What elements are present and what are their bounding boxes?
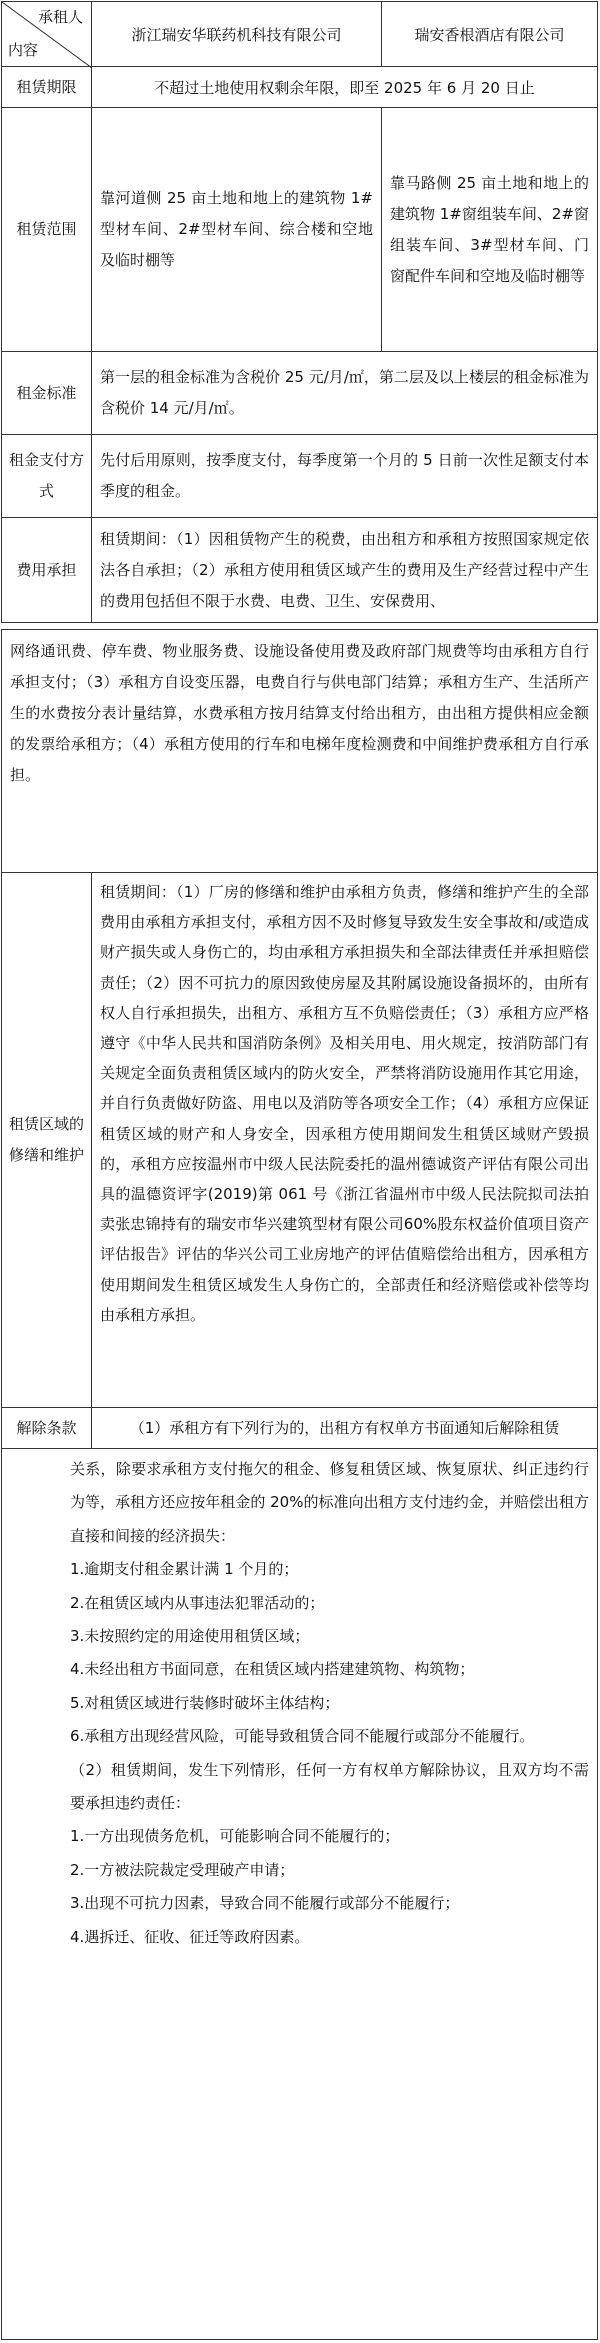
termination-para-6: 6.承租方出现经营风险，可能导致租赁合同不能履行或部分不能履行。 — [70, 1727, 535, 1746]
scope-label: 租赁范围 — [2, 108, 92, 351]
lease-term-text: 不超过土地使用权剩余年限，即至 2025 年 6 月 20 日止 — [154, 78, 535, 97]
fees-label: 费用承担 — [2, 518, 92, 622]
corner-top-label: 承租人 — [37, 8, 83, 26]
corner-cell — [2, 2, 92, 66]
termination-para-3: 3.未按照约定的用途使用租赁区域； — [70, 1627, 310, 1646]
scope-b-text — [382, 108, 597, 351]
termination-intro — [92, 1408, 597, 1448]
termination-para-8: 1.一方出现债务危机，可能影响合同不能履行的； — [70, 1827, 400, 1846]
termination-para-2: 2.在租赁区域内从事违法犯罪活动的； — [70, 1593, 325, 1612]
lease-term-label: 租赁期限 — [2, 67, 92, 107]
rent-standard-text — [92, 352, 597, 434]
termination-para-10: 3.出现不可抗力因素，导致合同不能履行或部分不能履行； — [70, 1894, 460, 1913]
fees-text-part2 — [2, 630, 597, 872]
termination-body-row — [1, 1448, 598, 2340]
corner-bottom-label: 内容 — [8, 41, 39, 59]
fees-row — [1, 517, 598, 623]
rent-standard-value: 第一层的租金标准为含税价 25 元/月/㎡，第二层及以上楼层的租金标准为含税价 14 元/月/㎡。 — [100, 368, 589, 417]
termination-body — [2, 1449, 597, 2339]
maintenance-label-line2: 修缮和维护 — [8, 1146, 84, 1164]
payment-label-line1: 租金支付方 — [8, 451, 84, 469]
payment-value: 先付后用原则，按季度支付，每季度第一个月的 5 日前一次性足额支付本季度的租金。 — [100, 451, 589, 500]
termination-row — [1, 1407, 598, 1449]
rent-standard-row — [1, 351, 598, 435]
termination-intro-value: （1）承租方有下列行为的，出租方有权单方书面通知后解除租赁 — [129, 1418, 560, 1437]
scope-row — [1, 107, 598, 352]
payment-label — [2, 435, 92, 517]
maintenance-label — [2, 873, 92, 1407]
payment-row — [1, 434, 598, 518]
termination-para-5: 5.对租赁区域进行装修时破坏主体结构； — [70, 1693, 340, 1712]
fees-value-part1: 租赁期间：（1）因租赁物产生的税费，由出租方和承租方按照国家规定依法各自承担；（2）承租方使用租赁区域产生的费用及生产经营过程中产生的费用包括但不限于水费、电费、卫生、安保费用、 — [100, 530, 589, 610]
fees-continued-row — [1, 629, 598, 873]
termination-para-1: 1.逾期支付租金累计满 1 个月的； — [70, 1560, 299, 1579]
termination-para-9: 2.一方被法院裁定受理破产申请； — [70, 1860, 295, 1879]
fees-value-part2: 网络通讯费、停车费、物业服务费、设施设备使用费及政府部门规费等均由承租方自行承担支付；（3）承租方自设变压器，电费自行与供电部门结算；承租方生产、生活所产生的水费按分表计量结算，水费承租方按月结算支付给出租方，由出租方提供相应金额的发票给承租方；（4）承租方使用的行车和电梯年度检测费和中间维护费承租方自行承担。 — [10, 642, 589, 784]
scope-b-value: 靠马路侧 25 亩土地和地上的建筑物 1#窗组装车间、2#窗组装车间、3#型材车间、门窗配件车间和空地及临时棚等 — [390, 173, 589, 285]
header-row — [1, 1, 598, 67]
termination-para-0: 关系，除要求承租方支付拖欠的租金、修复租赁区域、恢复原状、纠正违约行为等，承租方还应按年租金的 20%的标准向出租方支付违约金，并赔偿出租方直接和间接的经济损失： — [70, 1460, 589, 1545]
maintenance-value: 租赁期间：（1）厂房的修缮和维护由承租方负责，修缮和维护产生的全部费用由承租方承担支付，承租方因不及时修复导致发生安全事故和/或造成财产损失或人身伤亡的，均由承租方承担损失和全部法律责任并承担赔偿责任；（2）因不可抗力的原因致使房屋及其附属设施设备损坏的，由所有权人自行承担损失，出租方、承租方互不负赔偿责任；（3）承租方应严格遵守《中华人民共和国消防条例》及相关用电、用火规定，按消防部门有关规定全面负责租赁区域内的防火安全，严禁将消防设施用作其它用途，并自行负责做好防盗、用电以及消防等各项安全工作；（4）承租方应保证租赁区域的财产和人身安全，因承租方使用期间发生租赁区域财产毁损的，承租方应按温州市中级人民法院委托的温州德诚资产评估有限公司出具的温德资评字(2019)第 061 号《浙江省温州市中级人民法院拟司法拍卖张忠锦持有的瑞安市华兴建筑型材有限公司60%股东权益价值项目资产评估报告》评估的华兴公司工业房地产的评估值赔偿给出租方，因承租方使用期间发生租赁区域发生人身伤亡的，全部责任和经济赔偿或补偿等均由承租方承担。 — [100, 883, 589, 1324]
lease-term-row — [1, 66, 598, 108]
termination-para-7: （2）租赁期间，发生下列情形，任何一方有权单方解除协议，且双方均不需要承担违约责任： — [70, 1760, 589, 1813]
lessee-b-header: 瑞安香根酒店有限公司 — [414, 25, 565, 44]
maintenance-text — [92, 873, 597, 1407]
termination-para-11: 4.遇拆迁、征收、征迁等政府因素。 — [70, 1927, 310, 1946]
maintenance-label-line1: 租赁区域的 — [8, 1115, 84, 1133]
rent-standard-label: 租金标准 — [2, 352, 92, 434]
scope-a-text — [92, 108, 382, 351]
termination-label: 解除条款 — [2, 1408, 92, 1448]
lessee-a-header: 浙江瑞安华联药机科技有限公司 — [92, 2, 382, 66]
scope-a-value: 靠河道侧 25 亩土地和地上的建筑物 1#型材车间、2#型材车间、综合楼和空地及临时棚等 — [100, 189, 373, 269]
payment-label-line2: 式 — [38, 482, 54, 500]
maintenance-row — [1, 872, 598, 1408]
termination-para-4: 4.未经出租方书面同意，在租赁区域内搭建建筑物、构筑物； — [70, 1660, 475, 1679]
payment-text — [92, 435, 597, 517]
fees-text-part1 — [92, 518, 597, 622]
